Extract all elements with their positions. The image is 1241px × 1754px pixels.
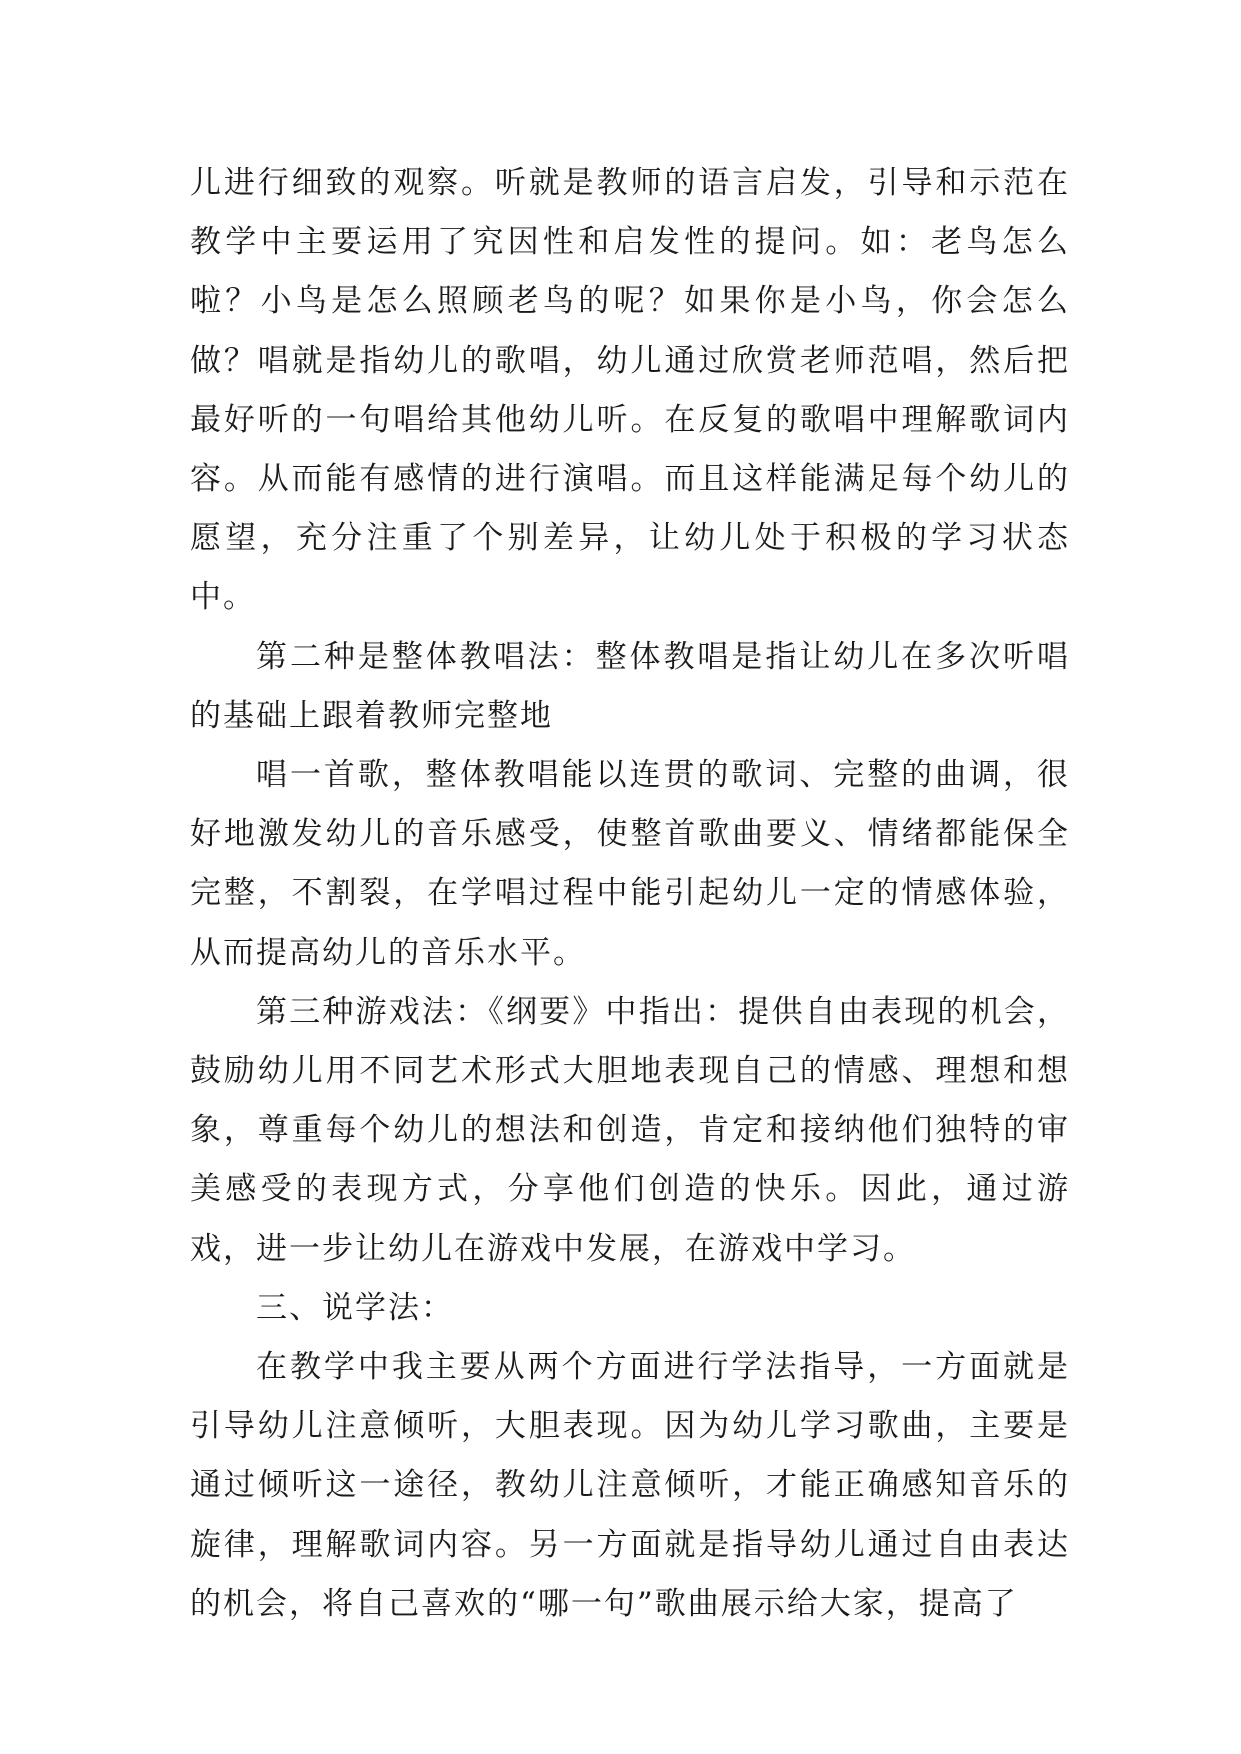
paragraph-whole-teaching-method: 第二种是整体教唱法：整体教唱是指让幼儿在多次听唱的基础上跟着教师完整地	[190, 638, 1070, 734]
paragraph-observation: 儿进行细致的观察。听就是教师的语言启发，引导和示范在教学中主要运用了究因性和启发性的提问。如：老鸟怎么啦？小鸟是怎么照顾老鸟的呢？如果你是小鸟，你会怎么做？唱就是指幼儿的歌唱，幼儿通过欣赏老师范唱，然后把最好听的一句唱给其他幼儿听。在反复的歌唱中理解歌词内容。从而能有感情的进行演唱。而且这样能满足每个幼儿的愿望，充分注重了个别差异，让幼儿处于积极的学习状态中。	[190, 165, 1070, 616]
paragraph-whole-teaching-benefits: 唱一首歌，整体教唱能以连贯的歌词、完整的曲调，很好地激发幼儿的音乐感受，使整首歌曲要义、情绪都能保全完整，不割裂，在学唱过程中能引起幼儿一定的情感体验，从而提高幼儿的音乐水平。	[190, 757, 1070, 971]
paragraph-game-method: 第三种游戏法：《纲要》中指出：提供自由表现的机会，鼓励幼儿用不同艺术形式大胆地表现自己的情感、理想和想象，尊重每个幼儿的想法和创造，肯定和接纳他们独特的审美感受的表现方式，分享他们创造的快乐。因此，通过游戏，进一步让幼儿在游戏中发展，在游戏中学习。	[190, 993, 1070, 1267]
paragraph-learning-guidance: 在教学中我主要从两个方面进行学法指导，一方面就是引导幼儿注意倾听，大胆表现。因为幼儿学习歌曲，主要是通过倾听这一途径，教幼儿注意倾听，才能正确感知音乐的旋律，理解歌词内容。另一方面就是指导幼儿通过自由表达的机会，将自己喜欢的“哪一句”歌曲展示给大家，提高了	[190, 1349, 1070, 1622]
section-heading-learning-method: 三、说学法：	[256, 1289, 454, 1326]
body-text	[190, 154, 1070, 1634]
